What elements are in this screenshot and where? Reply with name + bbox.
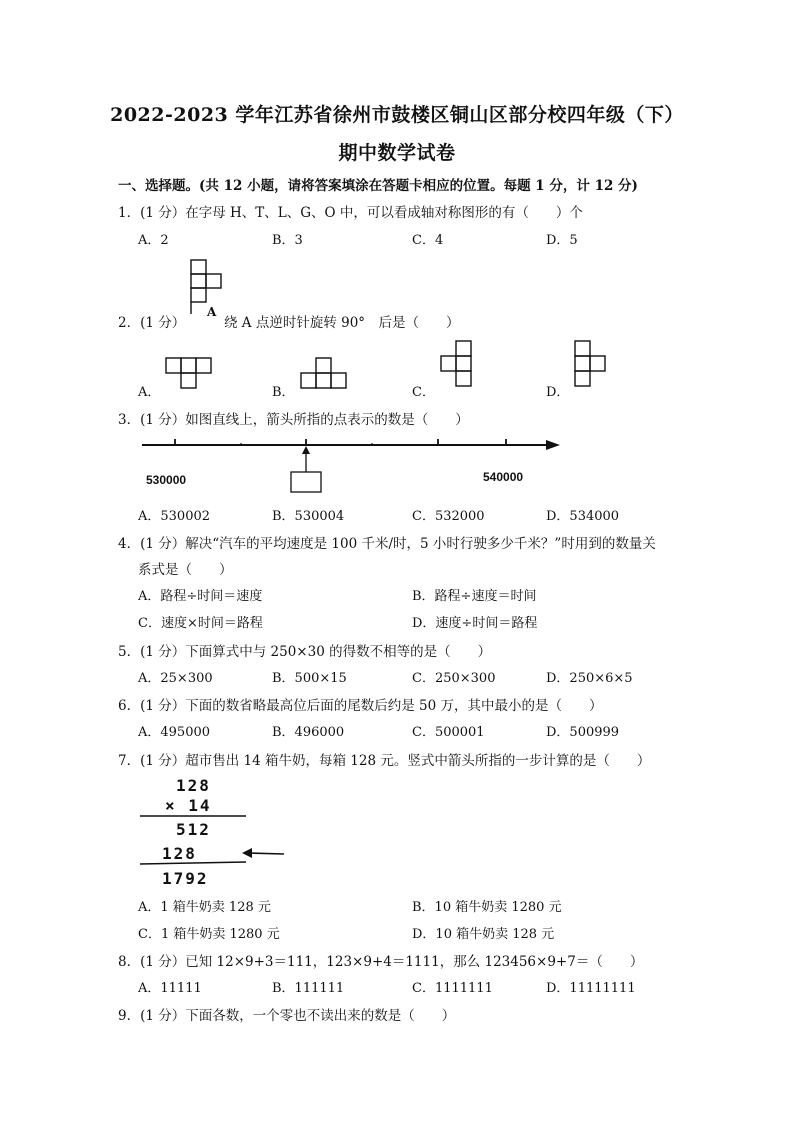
exam-title-line2: 期中数学试卷	[338, 142, 456, 164]
question-4-stem-line2: 系式是（ ）	[138, 562, 233, 578]
q4-option-d[interactable]: D．速度÷时间＝路程	[412, 616, 538, 631]
question-9-stem: 9．(1 分）下面各数，一个零也不读出来的数是（ ）	[118, 1008, 456, 1024]
q7-calc-row5: 1792	[162, 869, 209, 888]
q2-point-label: A	[207, 305, 217, 319]
q2-option-a-shape	[164, 356, 214, 392]
q2-option-d[interactable]: D．	[546, 385, 570, 400]
q3-number-line	[136, 432, 566, 496]
q4-option-b[interactable]: B．路程÷速度＝时间	[412, 589, 537, 604]
q6-option-b[interactable]: B．496000	[272, 725, 345, 740]
q3-option-c[interactable]: C．532000	[412, 509, 485, 524]
q7-calc-row3: 512	[176, 820, 211, 839]
q3-option-a[interactable]: A．530002	[138, 509, 211, 524]
q6-option-d[interactable]: D．500999	[546, 725, 620, 740]
q2-option-b[interactable]: B．	[272, 385, 295, 400]
q8-option-c[interactable]: C．1111111	[412, 981, 493, 996]
q3-left-label: 530000	[146, 473, 187, 487]
question-4-stem-line1: 4．(1 分）解决“汽车的平均速度是 100 千米/时，5 小时行驶多少千米？”时用到的数量关	[118, 536, 656, 552]
q1-option-a[interactable]: A．2	[138, 233, 169, 248]
q8-option-a[interactable]: A．11111	[138, 981, 202, 996]
q3-option-b[interactable]: B．530004	[272, 509, 345, 524]
q5-option-c[interactable]: C．250×300	[412, 671, 496, 686]
q7-option-a[interactable]: A．1 箱牛奶卖 128 元	[138, 900, 271, 915]
question-8-stem: 8．(1 分）已知 12×9+3＝111，123×9+4＝1111，那么 123456×9+7＝（ ）	[118, 954, 644, 970]
question-7-stem: 7．(1 分）超市售出 14 箱牛奶，每箱 128 元。竖式中箭头所指的一步计算的是（ ）	[118, 753, 651, 769]
section-heading: 一、选择题。(共 12 小题，请将答案填涂在答题卡相应的位置。每题 1 分，计 12 分)	[118, 178, 638, 194]
q4-option-c[interactable]: C．速度×时间＝路程	[138, 616, 263, 631]
q6-option-a[interactable]: A．495000	[138, 725, 211, 740]
q3-right-label: 540000	[483, 470, 524, 484]
q7-option-c[interactable]: C．1 箱牛奶卖 1280 元	[138, 927, 280, 942]
q5-option-d[interactable]: D．250×6×5	[546, 671, 633, 686]
question-2-suffix: 绕 A 点逆时针旋转 90° 后是（ ）	[224, 315, 460, 331]
q3-option-d[interactable]: D．534000	[546, 509, 620, 524]
q2-option-d-shape	[572, 338, 612, 394]
exam-title-line1: 2022-2023 学年江苏省徐州市鼓楼区铜山区部分校四年级（下）	[110, 104, 684, 126]
q2-option-c[interactable]: C．	[412, 385, 435, 400]
q5-option-b[interactable]: B．500×15	[272, 671, 347, 686]
q8-option-d[interactable]: D．11111111	[546, 981, 636, 996]
question-3-stem: 3．(1 分）如图直线上，箭头所指的点表示的数是（ ）	[118, 412, 469, 428]
q7-option-d[interactable]: D．10 箱牛奶卖 128 元	[412, 927, 555, 942]
q1-option-d[interactable]: D．5	[546, 233, 578, 248]
q6-option-c[interactable]: C．500001	[412, 725, 485, 740]
q7-calc-row2: × 14	[165, 796, 212, 815]
q1-option-b[interactable]: B．3	[272, 233, 303, 248]
q1-option-c[interactable]: C．4	[412, 233, 444, 248]
question-2-prefix: 2．(1 分）	[118, 315, 186, 331]
q7-calc-row1: 128	[176, 776, 211, 795]
q2-option-b-shape	[298, 356, 350, 392]
question-6-stem: 6．(1 分）下面的数省略最高位后面的尾数后约是 50 万，其中最小的是（ ）	[118, 698, 603, 714]
question-5-stem: 5．(1 分）下面算式中与 250×30 的得数不相等的是（ ）	[118, 644, 492, 660]
q5-option-a[interactable]: A．25×300	[138, 671, 213, 686]
q2-option-a[interactable]: A．	[138, 385, 161, 400]
q7-calc-lines	[138, 814, 288, 874]
q2-original-shape	[185, 256, 225, 322]
question-1-stem: 1．(1 分）在字母 H、T、L、G、O 中，可以看成轴对称图形的有（ ）个	[118, 205, 583, 221]
q7-option-b[interactable]: B．10 箱牛奶卖 1280 元	[412, 900, 562, 915]
q8-option-b[interactable]: B．111111	[272, 981, 345, 996]
q2-option-c-shape	[438, 338, 478, 394]
q4-option-a[interactable]: A．路程÷时间＝速度	[138, 589, 263, 604]
q7-calc-row4: 128	[162, 844, 197, 863]
